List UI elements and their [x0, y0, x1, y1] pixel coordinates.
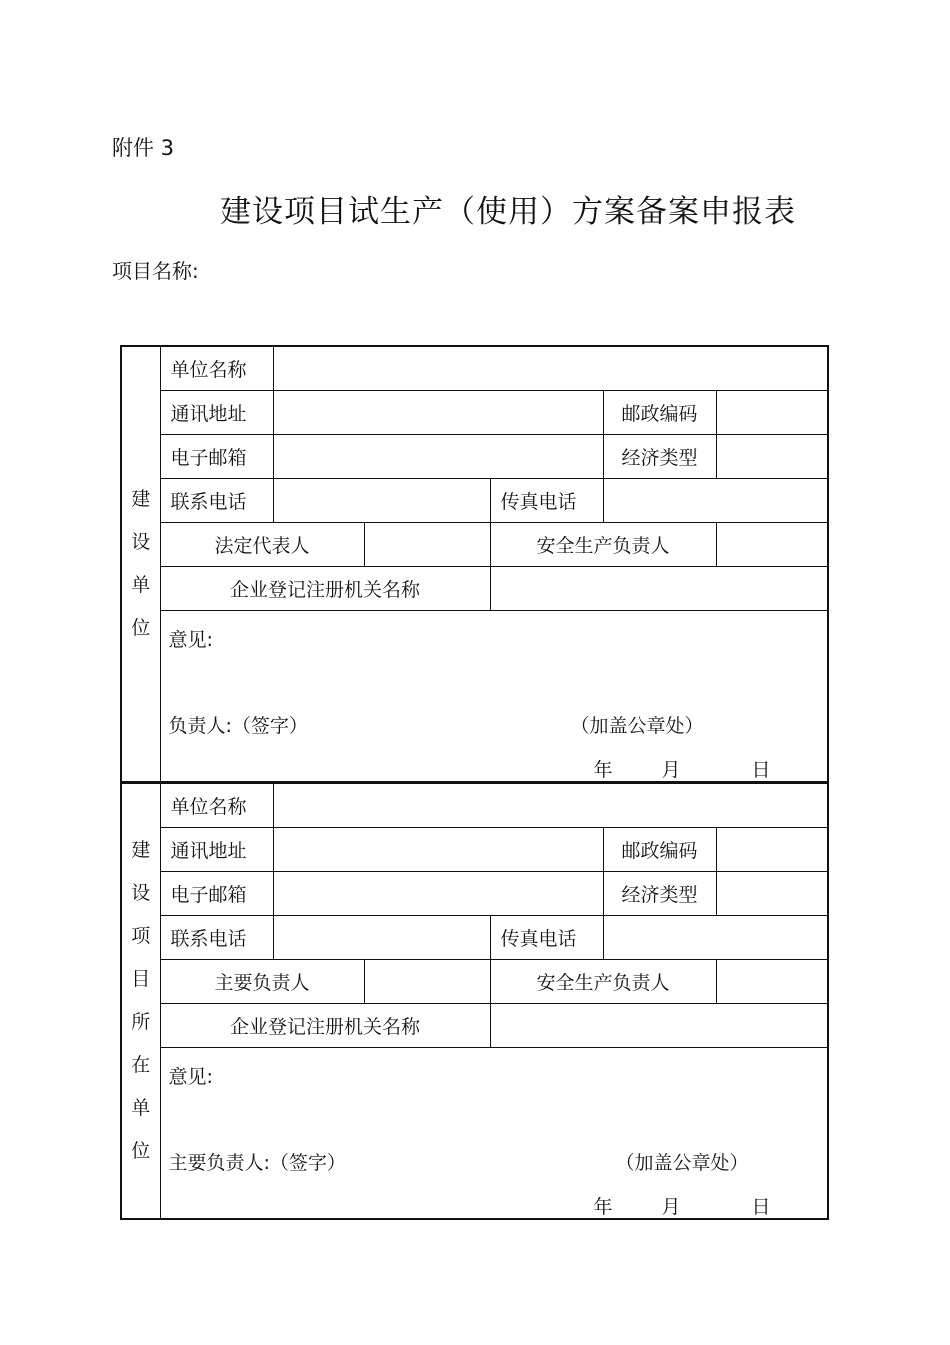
legal-rep-field[interactable] [364, 522, 490, 566]
unit-name-field[interactable] [273, 783, 828, 827]
opinion-label: 意见: [168, 628, 213, 651]
attachment-label: 附件 3 [112, 136, 175, 160]
side-char: 单 [131, 1097, 151, 1119]
section-side-label [121, 783, 160, 1219]
side-char: 位 [131, 1140, 151, 1162]
section-side-label [121, 346, 160, 782]
registration-authority-label: 企业登记注册机关名称 [160, 1003, 490, 1047]
side-char: 项 [131, 925, 151, 947]
unit-name-label: 单位名称 [160, 783, 273, 827]
side-char: 单 [131, 574, 151, 596]
opinion-field[interactable] [160, 610, 828, 782]
date-day-label: 日 [751, 1195, 771, 1218]
postcode-field[interactable] [716, 827, 828, 871]
seal-label: （加盖公章处） [615, 1151, 749, 1174]
opinion-field[interactable] [160, 1047, 828, 1219]
phone-label: 联系电话 [160, 478, 273, 522]
fax-field[interactable] [603, 915, 828, 959]
postcode-label: 邮政编码 [603, 390, 716, 434]
fax-label: 传真电话 [490, 915, 603, 959]
construction-unit-table [120, 345, 829, 783]
main-head-field[interactable] [364, 959, 490, 1003]
registration-authority-field[interactable] [490, 566, 828, 610]
project-unit-table [120, 782, 829, 1220]
side-char: 位 [131, 617, 151, 639]
registration-authority-label: 企业登记注册机关名称 [160, 566, 490, 610]
phone-field[interactable] [273, 478, 490, 522]
side-char: 设 [131, 882, 151, 904]
side-char: 目 [131, 968, 151, 990]
date-day-label: 日 [751, 758, 771, 781]
postcode-field[interactable] [716, 390, 828, 434]
fax-field[interactable] [603, 478, 828, 522]
side-char: 建 [131, 839, 151, 861]
phone-label: 联系电话 [160, 915, 273, 959]
safety-head-label: 安全生产负责人 [490, 522, 716, 566]
unit-name-label: 单位名称 [160, 346, 273, 390]
economic-type-label: 经济类型 [603, 871, 716, 915]
signer-label: 主要负责人:（签字） [168, 1151, 346, 1174]
side-char: 建 [131, 488, 151, 510]
phone-field[interactable] [273, 915, 490, 959]
unit-name-field[interactable] [273, 346, 828, 390]
safety-head-label: 安全生产负责人 [490, 959, 716, 1003]
economic-type-label: 经济类型 [603, 434, 716, 478]
email-field[interactable] [273, 434, 603, 478]
date-year-label: 年 [593, 1195, 613, 1218]
economic-type-field[interactable] [716, 434, 828, 478]
address-field[interactable] [273, 390, 603, 434]
registration-authority-field[interactable] [490, 1003, 828, 1047]
safety-head-field[interactable] [716, 959, 828, 1003]
address-label: 通讯地址 [160, 827, 273, 871]
email-label: 电子邮箱 [160, 434, 273, 478]
email-field[interactable] [273, 871, 603, 915]
date-month-label: 月 [661, 758, 681, 781]
seal-label: （加盖公章处） [570, 714, 704, 737]
main-head-label: 主要负责人 [160, 959, 364, 1003]
signer-label: 负责人:（签字） [168, 714, 308, 737]
side-char: 设 [131, 531, 151, 553]
economic-type-field[interactable] [716, 871, 828, 915]
project-name-label: 项目名称: [112, 259, 199, 283]
form-title: 建设项目试生产（使用）方案备案申报表 [220, 194, 796, 230]
address-label: 通讯地址 [160, 390, 273, 434]
date-year-label: 年 [593, 758, 613, 781]
opinion-label: 意见: [168, 1065, 213, 1088]
postcode-label: 邮政编码 [603, 827, 716, 871]
date-month-label: 月 [661, 1195, 681, 1218]
side-char: 所 [131, 1011, 151, 1033]
side-char: 在 [131, 1054, 151, 1076]
fax-label: 传真电话 [490, 478, 603, 522]
address-field[interactable] [273, 827, 603, 871]
safety-head-field[interactable] [716, 522, 828, 566]
legal-rep-label: 法定代表人 [160, 522, 364, 566]
email-label: 电子邮箱 [160, 871, 273, 915]
